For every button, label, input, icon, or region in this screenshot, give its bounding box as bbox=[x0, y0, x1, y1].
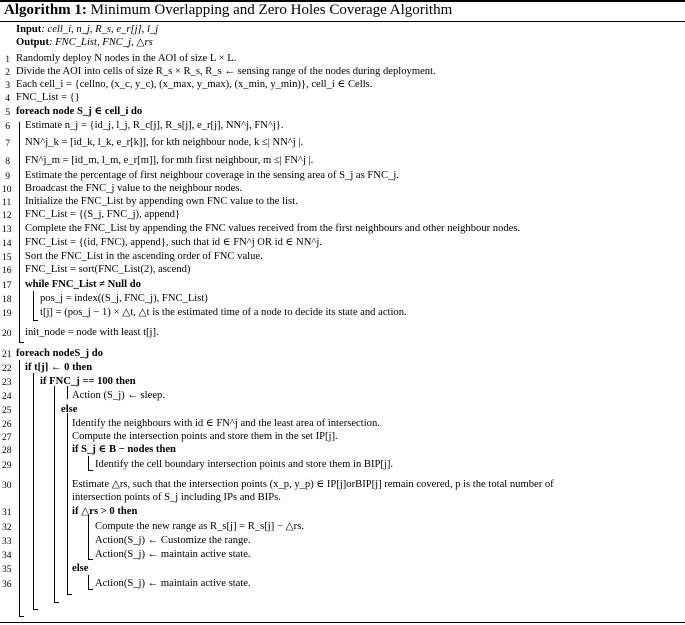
line-number: 14 bbox=[2, 238, 12, 249]
block-line-else bbox=[67, 413, 68, 594]
algorithm-line: foreach node S_j ∈ cell_i do bbox=[16, 106, 143, 117]
block-end-while bbox=[33, 320, 38, 321]
algorithm-line: Identify the cell boundary intersection points and store them in BIP[j]. bbox=[95, 459, 394, 470]
line-number: 16 bbox=[2, 265, 12, 276]
algorithm-line: Initialize the FNC_List by appending own FNC value to the list. bbox=[25, 196, 298, 207]
block-line-if-t bbox=[33, 373, 34, 609]
line-number: 9 bbox=[5, 171, 10, 182]
algorithm-line: else bbox=[61, 404, 78, 415]
line-number: 27 bbox=[2, 432, 12, 443]
line-number: 31 bbox=[2, 507, 12, 518]
algorithm-line: if S_j ∈ B − nodes then bbox=[72, 444, 176, 455]
line-number: 29 bbox=[2, 460, 12, 471]
algorithm-line: if △rs > 0 then bbox=[72, 506, 138, 517]
bottom-rule bbox=[0, 622, 685, 623]
algorithm-line: intersection points of S_j including IPs and BIPs. bbox=[72, 492, 281, 503]
line-number: 5 bbox=[5, 107, 10, 118]
line-number: 10 bbox=[2, 184, 12, 195]
output-line bbox=[16, 37, 153, 49]
block-end-else bbox=[67, 594, 72, 595]
line-number: 13 bbox=[2, 224, 12, 235]
line-number: 2 bbox=[5, 67, 10, 78]
block-line-else-2 bbox=[88, 575, 89, 589]
algorithm-line: Identify the neighbours with id ∈ FN^j and the least area of intersection. bbox=[72, 418, 380, 429]
line-number: 35 bbox=[2, 564, 12, 575]
line-number: 11 bbox=[2, 197, 12, 208]
block-line-while bbox=[33, 291, 34, 321]
algorithm-line: Action(S_j) ← Customize the range. bbox=[95, 535, 251, 546]
algorithm-line: Each cell_i = {cellno, (x_c, y_c), (x_max, y_max), (x_min, y_min)}, cell_i ∈ Cells. bbox=[16, 79, 373, 90]
line-number: 23 bbox=[2, 377, 12, 388]
line-number: 15 bbox=[2, 252, 12, 263]
line-number: 17 bbox=[2, 280, 12, 291]
algorithm-line: Action (S_j) ← sleep. bbox=[72, 390, 165, 401]
line-number: 22 bbox=[2, 363, 12, 374]
algorithm-line: while FNC_List ≠ Null do bbox=[25, 279, 141, 290]
block-line-foreach-1 bbox=[19, 122, 20, 342]
algorithm-line: Estimate the percentage of first neighbour coverage in the sensing area of S_j as FNC_j. bbox=[25, 170, 399, 181]
algorithm-name: Minimum Overlapping and Zero Holes Coverage Algorithm bbox=[90, 2, 453, 18]
algorithm-line: pos_j = index((S_j, FNC_j), FNC_List) bbox=[40, 293, 208, 304]
algorithm-line: foreach nodeS_j do bbox=[16, 348, 103, 359]
block-end-if-bnodes bbox=[88, 470, 93, 471]
line-number: 8 bbox=[5, 156, 10, 167]
input-value: : cell_i, n_j, R_s, e_r[j], l_j bbox=[41, 24, 159, 35]
line-number: 20 bbox=[2, 328, 12, 339]
line-number: 12 bbox=[2, 210, 12, 221]
block-line-action-sleep bbox=[67, 386, 68, 399]
line-number: 25 bbox=[2, 405, 12, 416]
algorithm-line: Estimate △rs, such that the intersection points (x_p, y_p) ∈ IP[j]orBIP[j] remain covered, p is the total number of bbox=[72, 479, 554, 490]
algorithm-line: if FNC_j == 100 then bbox=[40, 376, 136, 387]
block-line-if-fnc bbox=[54, 386, 55, 602]
block-line-if-rs bbox=[88, 515, 89, 559]
line-number: 21 bbox=[2, 349, 12, 360]
algorithm-line: FNC_List = {(id, FNC), append}, such that id ∈ FN^j OR id ∈ NN^j. bbox=[25, 237, 322, 248]
line-number: 4 bbox=[5, 93, 10, 104]
input-label: Input bbox=[16, 24, 42, 35]
algorithm-line: if t[j] ← 0 then bbox=[25, 362, 93, 373]
algorithm-line: Compute the intersection points and store them in the set IP[j]. bbox=[72, 431, 338, 442]
algorithm-line: Randomly deploy N nodes in the AOI of size L × L. bbox=[16, 53, 237, 64]
line-number: 32 bbox=[2, 522, 12, 533]
algorithm-line: Action(S_j) ← maintain active state. bbox=[95, 578, 251, 589]
algorithm-line: Broadcast the FNC_j value to the neighbour nodes. bbox=[25, 183, 243, 194]
line-number: 33 bbox=[2, 536, 12, 547]
algorithm-line: FNC_List = sort(FNC_List(2), ascend) bbox=[25, 264, 191, 275]
line-number: 1 bbox=[5, 54, 10, 65]
algorithm-line: Complete the FNC_List by appending the FNC values received from the first neighbours and other neighbour nodes. bbox=[25, 223, 521, 234]
line-number: 7 bbox=[5, 138, 10, 149]
output-value: : FNC_List, FNC_j, △rs bbox=[48, 37, 153, 48]
block-end-foreach-2 bbox=[19, 616, 24, 617]
algorithm-line: Compute the new range as R_s[j] = R_s[j] − △rs. bbox=[95, 521, 304, 532]
algorithm-line: else bbox=[72, 563, 89, 574]
algorithm-line: Divide the AOI into cells of size R_s × R_s, R_s ← sensing range of the nodes during deployment. bbox=[16, 66, 436, 77]
algorithm-line: FNC_List = {(S_j, FNC_j), append} bbox=[25, 209, 181, 220]
block-end-else-2 bbox=[88, 589, 93, 590]
title-rule bbox=[0, 21, 685, 22]
line-number: 24 bbox=[2, 391, 12, 402]
algorithm-line: init_node = node with least t[j]. bbox=[25, 327, 159, 338]
algorithm-line: FN^j_m = [id_m, l_m, e_r[m]], for mth first neighbour, m ≤| FN^j |. bbox=[25, 155, 314, 166]
line-number: 19 bbox=[2, 308, 12, 319]
algorithm-line: t[j] = (pos_j − 1) × △t, △t is the estimated time of a node to decide its state and action. bbox=[40, 307, 407, 318]
algorithm-title bbox=[4, 2, 452, 19]
algorithm-line: FNC_List = {} bbox=[16, 92, 80, 103]
algorithm-label: Algorithm 1: bbox=[4, 2, 87, 18]
line-number: 18 bbox=[2, 294, 12, 305]
block-end-if-rs bbox=[88, 559, 93, 560]
line-number: 28 bbox=[2, 445, 12, 456]
input-line bbox=[16, 24, 158, 36]
line-number: 36 bbox=[2, 579, 12, 590]
line-number: 26 bbox=[2, 419, 12, 430]
line-number: 6 bbox=[5, 121, 10, 132]
algorithm-line: NN^j_k = [id_k, l_k, e_r[k]], for kth neighbour node, k ≤| NN^j |. bbox=[25, 137, 304, 148]
line-number: 30 bbox=[2, 480, 12, 491]
line-number: 3 bbox=[5, 80, 10, 91]
algorithm-line: Estimate n_j = {id_j, l_j, R_c[j], R_s[j], e_r[j], NN^j, FN^j}. bbox=[25, 120, 284, 131]
algorithm-line: Action(S_j) ← maintain active state. bbox=[95, 549, 251, 560]
block-end-foreach-1 bbox=[19, 342, 24, 343]
algorithm-line: Sort the FNC_List in the ascending order of FNC value. bbox=[25, 251, 263, 262]
block-end-if-t bbox=[33, 609, 38, 610]
line-number: 34 bbox=[2, 550, 12, 561]
block-line-foreach-2 bbox=[19, 360, 20, 616]
output-label: Output bbox=[16, 37, 49, 48]
block-line-if-bnodes bbox=[88, 456, 89, 470]
block-end-if-fnc bbox=[54, 602, 59, 603]
